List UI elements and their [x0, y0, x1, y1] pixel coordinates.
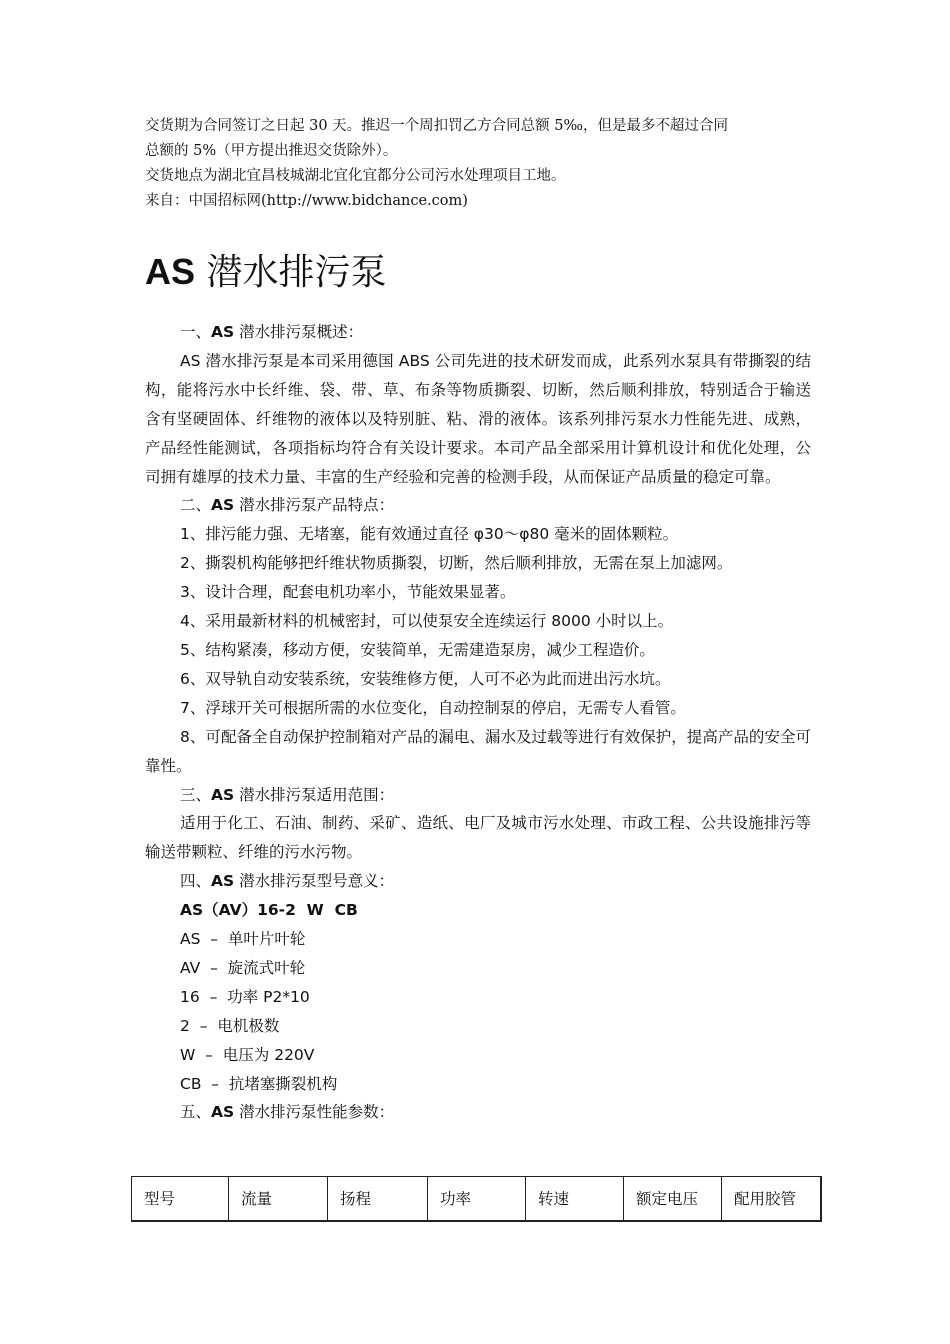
section-heading-4: 四、AS 潜水排污泵型号意义：	[180, 872, 395, 891]
page-title	[145, 244, 386, 301]
feature-item: 3、设计合理，配套电机功率小，节能效果显著。	[180, 583, 516, 602]
model-meaning: W – 电压为 220V	[180, 1045, 315, 1064]
title-prefix: AS	[145, 251, 196, 292]
table-header-cell: 功率	[428, 1177, 526, 1221]
model-code: AS（AV）16-2 W CB	[180, 901, 358, 920]
feature-item: 6、双导轨自动安装系统，安装维修方便，人可不必为此而进出污水坑。	[180, 669, 671, 688]
document-body	[145, 318, 811, 1127]
intro-line: 总额的 5%（甲方提出推迟交货除外）。	[145, 143, 398, 159]
model-meaning: 16 – 功率 P2*10	[180, 987, 310, 1006]
performance-table	[131, 1176, 822, 1222]
section-heading-3: 三、AS 潜水排污泵适用范围：	[180, 785, 395, 804]
feature-item: 8、可配备全自动保护控制箱对产品的漏电、漏水及过载等进行有效保护，提高产品的安全可靠性。	[145, 727, 811, 775]
table-header-cell: 扬程	[328, 1177, 428, 1221]
intro-line: 交货期为合同签订之日起 30 天。推迟一个周扣罚乙方合同总额 5‰，但是最多不超过合同	[145, 118, 728, 134]
feature-item: 2、撕裂机构能够把纤维状物质撕裂，切断，然后顺利排放，无需在泵上加滤网。	[180, 554, 733, 573]
feature-item: 7、浮球开关可根据所需的水位变化，自动控制泵的停启，无需专人看管。	[180, 698, 686, 717]
application-paragraph: 适用于化工、石油、制药、采矿、造纸、电厂及城市污水处理、市政工程、公共设施排污等输送带颗粒、纤维的污水污物。	[145, 814, 811, 862]
model-meaning: AV – 旋流式叶轮	[180, 958, 306, 977]
model-meaning: AS – 单叶片叶轮	[180, 930, 306, 949]
model-meaning: 2 – 电机极数	[180, 1016, 280, 1035]
table-header-cell: 额定电压	[624, 1177, 722, 1221]
section-heading-5: 五、AS 潜水排污泵性能参数：	[180, 1103, 395, 1122]
model-meaning: CB – 抗堵塞撕裂机构	[180, 1074, 338, 1093]
table-header-cell: 型号	[132, 1177, 229, 1221]
feature-item: 1、排污能力强、无堵塞，能有效通过直径 φ30～φ80 毫米的固体颗粒。	[180, 525, 679, 544]
table-header-row	[132, 1177, 821, 1221]
title-text: 潜水排污泵	[195, 252, 387, 293]
table-header-cell: 转速	[526, 1177, 624, 1221]
overview-paragraph: AS 潜水排污泵是本司采用德国 ABS 公司先进的技术研发而成，此系列水泵具有带撕裂的结构，能将污水中长纤维、袋、带、草、布条等物质撕裂、切断，然后顺利排放，特别适合于输送含有坚硬固体、纤维物的液体以及特别脏、粘、滑的液体。该系列排污泵水力性能先进、成熟，产品经性能测试，各项指标均符合有关设计要求。本司产品全部采用计算机设计和优化处理，公司拥有雄厚的技术力量、丰富的生产经验和完善的检测手段，从而保证产品质量的稳定可靠。	[145, 351, 811, 486]
intro-line: 交货地点为湖北宜昌枝城湖北宜化宜都分公司污水处理项目工地。	[145, 168, 566, 184]
feature-item: 5、结构紧凑，移动方便，安装简单，无需建造泵房，减少工程造价。	[180, 640, 655, 659]
table-header-cell: 配用胶管	[722, 1177, 821, 1221]
intro-block	[145, 114, 815, 214]
table-header-cell: 流量	[229, 1177, 328, 1221]
feature-item: 4、采用最新材料的机械密封，可以使泵安全连续运行 8000 小时以上。	[180, 612, 674, 631]
section-heading-2: 二、AS 潜水排污泵产品特点：	[180, 496, 395, 515]
section-heading-1: 一、AS 潜水排污泵概述：	[180, 323, 364, 341]
intro-line: 来自：中国招标网(http://www.bidchance.com)	[145, 193, 468, 209]
